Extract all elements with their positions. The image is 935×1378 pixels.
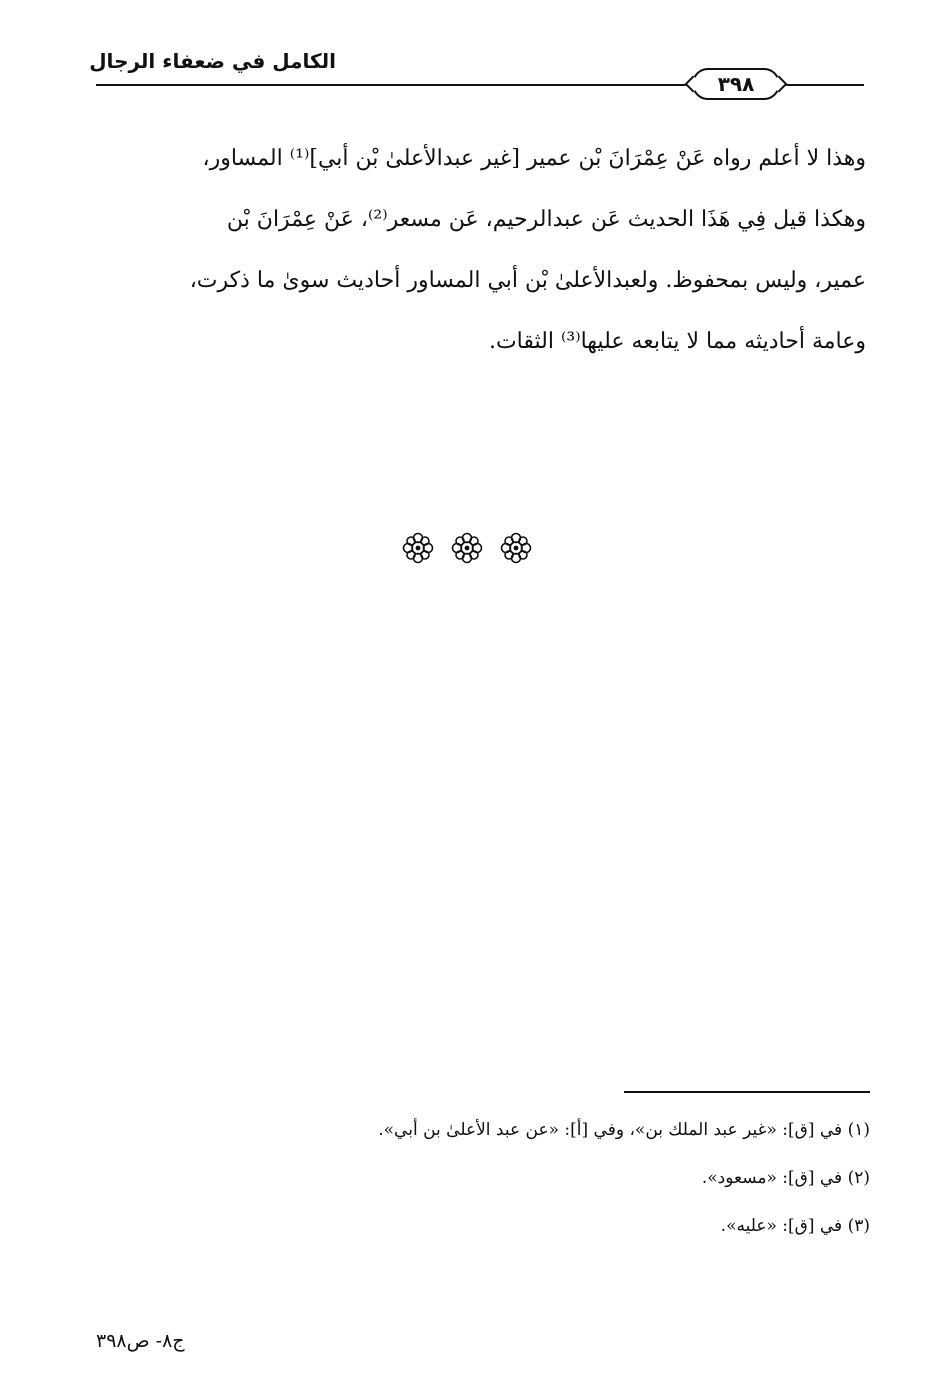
footnote-separator — [624, 1091, 870, 1093]
floral-rosette-icon — [449, 530, 485, 566]
main-text — [96, 128, 866, 372]
page-number: ٣٩٨ — [717, 72, 755, 96]
floral-rosette-icon — [400, 530, 436, 566]
page-title: الكامل في ضعفاء الرجال — [89, 49, 336, 73]
volume-page-reference: ج٨- ص٣٩٨ — [96, 1330, 185, 1352]
footnote-2: (٢) في [ق]: «مسعود». — [701, 1168, 870, 1188]
page-number-badge — [692, 68, 780, 100]
text-line: وهذا لا أعلم رواه عَنْ عِمْرَانَ بْن عمير [غير عبدالأعلىٰ بْن أبي]⁽¹⁾ المساور، — [202, 146, 866, 171]
footnote-1: (١) في [ق]: «غير عبد الملك بن»، وفي [أ]: «عن عبد الأعلىٰ بن أبي». — [378, 1120, 870, 1140]
text-line: عمير، وليس بمحفوظ. ولعبدالأعلىٰ بْن أبي المساور أحاديث سوىٰ ما ذكرت، — [189, 268, 866, 293]
text-line: وهكذا قيل فِي هَذَا الحديث عَن عبدالرحيم، عَن مسعر⁽²⁾، عَنْ عِمْرَانَ بْن — [226, 207, 866, 232]
footnote-3: (٣) في [ق]: «عليه». — [720, 1216, 870, 1236]
text-line: وعامة أحاديثه مما لا يتابعه عليها⁽³⁾ الثقات. — [488, 329, 866, 354]
section-divider-ornament — [400, 528, 534, 568]
floral-rosette-icon — [498, 530, 534, 566]
footnotes — [280, 1106, 870, 1250]
